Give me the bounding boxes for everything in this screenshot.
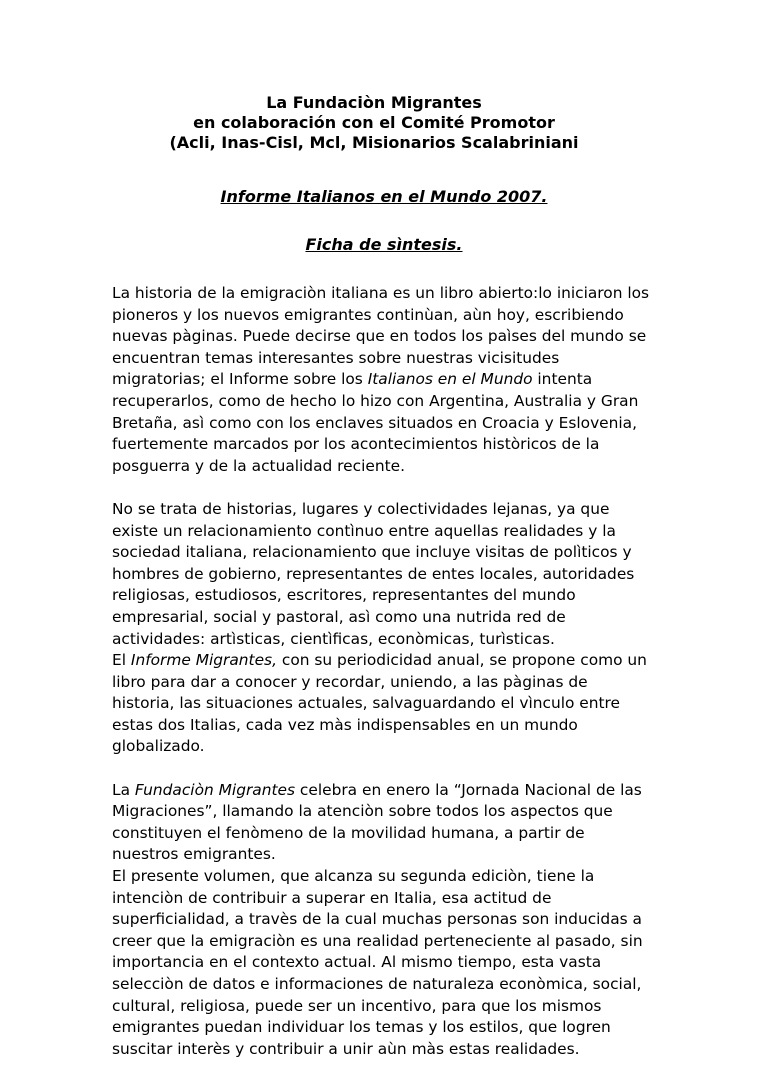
text-line <box>112 780 668 802</box>
document-heading <box>0 93 748 153</box>
text-line: nuestros emigrantes. <box>112 845 276 864</box>
heading-line-3: (Acli, Inas-Cisl, Mcl, Misionarios Scalabriniani <box>169 133 579 152</box>
text-line: importancia en el contexto actual. Al mismo tiempo, esta vasta <box>112 953 602 972</box>
text-line: libro para dar a conocer y recordar, uniendo, a las pàginas de <box>112 672 588 691</box>
text-line: globalizado. <box>112 737 205 756</box>
text-run: con su periodicidad anual, se propone como un <box>276 651 647 670</box>
text-line: religiosas, estudiosos, escritores, representantes del mundo <box>112 586 576 605</box>
text-line: emigrantes puedan individuar los temas y los estilos, que logren <box>112 1018 611 1037</box>
text-line: suscitar interès y contribuir a unir aùn màs estas realidades. <box>112 1039 580 1058</box>
text-line: pioneros y los nuevos emigrantes continùan, aùn hoy, escribiendo <box>112 305 624 324</box>
text-line: cultural, religiosa, puede ser un incentivo, para que los mismos <box>112 996 602 1015</box>
document-body <box>112 283 668 1082</box>
heading-line-1: La Fundaciòn Migrantes <box>266 93 482 112</box>
text-line: creer que la emigraciòn es una realidad perteneciente al pasado, sin <box>112 931 643 950</box>
text-line: fuertemente marcados por los acontecimientos històricos de la <box>112 435 600 454</box>
text-line: intenciòn de contribuir a superar en Italia, esa actitud de <box>112 888 552 907</box>
text-line: Bretaña, asì como con los enclaves situados en Croacia y Eslovenia, <box>112 413 637 432</box>
text-line: existe un relacionamiento contìnuo entre aquellas realidades y la <box>112 521 616 540</box>
italic-run: Fundaciòn Migrantes <box>134 780 296 799</box>
text-line: estas dos Italias, cada vez màs indispensables en un mundo <box>112 715 578 734</box>
text-run: celebra en enero la “Jornada Nacional de las <box>295 780 642 799</box>
text-line: No se trata de historias, lugares y colectividades lejanas, ya que <box>112 499 610 518</box>
text-line: posguerra y de la actualidad reciente. <box>112 456 405 475</box>
text-line: selecciòn de datos e informaciones de naturaleza econòmica, social, <box>112 975 642 993</box>
paragraph-3 <box>112 780 668 1061</box>
text-line: actividades: artìsticas, cientìficas, econòmicas, turìsticas. <box>112 629 555 648</box>
text-line: empresarial, social y pastoral, asì como una nutrida red de <box>112 607 566 626</box>
text-line: El presente volumen, que alcanza su segunda ediciòn, tiene la <box>112 867 595 886</box>
text-line <box>112 650 668 672</box>
text-line: nuevas pàginas. Puede decirse que en todos los paìses del mundo se <box>112 327 647 346</box>
text-line: sociedad italiana, relacionamiento que incluye visitas de polìticos y <box>112 543 632 562</box>
text-run: La <box>112 780 135 799</box>
paragraph-1 <box>112 283 668 477</box>
text-line: superficialidad, a travès de la cual muchas personas son inducidas a <box>112 910 642 929</box>
text-run: El <box>112 651 131 670</box>
text-line: encuentran temas interesantes sobre nuestras vicisitudes <box>112 348 560 367</box>
text-line: hombres de gobierno, representantes de entes locales, autoridades <box>112 564 635 583</box>
paragraph-2 <box>112 499 668 758</box>
text-run: migratorias; el Informe sobre los <box>112 370 368 389</box>
text-line: constituyen el fenòmeno de la movilidad humana, a partir de <box>112 823 585 842</box>
text-line: La historia de la emigraciòn italiana es un libro abierto:lo iniciaron los <box>112 284 650 302</box>
text-line <box>112 369 668 391</box>
italic-run: Italianos en el Mundo <box>367 370 533 389</box>
italic-run: Informe Migrantes, <box>130 651 277 670</box>
synthesis-title: Ficha de sìntesis. <box>305 235 463 254</box>
report-title: Informe Italianos en el Mundo 2007. <box>220 187 548 206</box>
heading-line-2: en colaboración con el Comité Promotor <box>193 113 555 132</box>
text-run: intenta <box>532 370 593 389</box>
text-line: Migraciones”, llamando la atenciòn sobre todos los aspectos que <box>112 802 613 821</box>
text-line: historia, las situaciones actuales, salvaguardando el vìnculo entre <box>112 694 621 713</box>
text-line: recuperarlos, como de hecho lo hizo con Argentina, Australia y Gran <box>112 391 639 410</box>
